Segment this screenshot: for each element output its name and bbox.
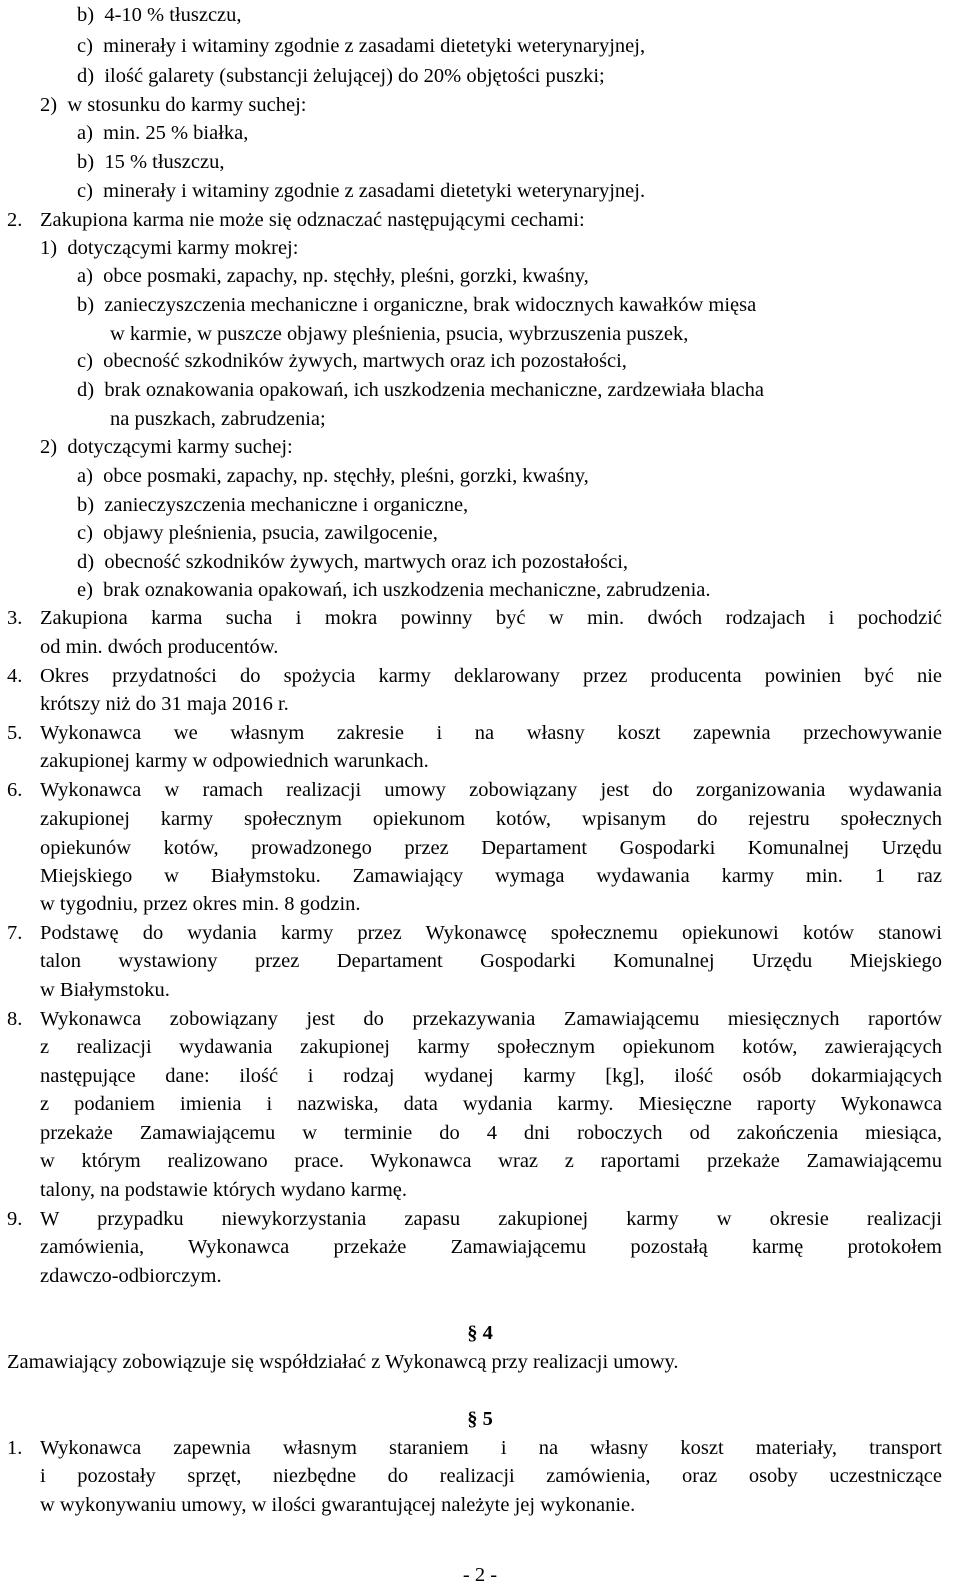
item-text: krótszy niż do 31 maja 2016 r.	[40, 693, 289, 715]
subsection-title: 1) dotyczącymi karmy mokrej:	[40, 237, 299, 259]
list-item: b) 15 % tłuszczu,	[77, 151, 225, 173]
item-text: Zakupiona karma nie może się odznaczać następującymi cechami:	[40, 209, 585, 231]
section-heading: § 4	[467, 1322, 493, 1344]
item-text: talony, na podstawie których wydano karmę.	[40, 1179, 407, 1201]
list-item: c) obecność szkodników żywych, martwych oraz ich pozostałości,	[77, 350, 627, 372]
item-text: Okres przydatności do spożycia karmy deklarowany przez producenta powinien być nie	[40, 665, 942, 687]
item-text: w Białymstoku.	[40, 979, 170, 1001]
item-text: i pozostały sprzęt, niezbędne do realizacji zamówienia, oraz osoby uczestniczące	[40, 1465, 942, 1487]
item-text: Zakupiona karma sucha i mokra powinny być w min. dwóch rodzajach i pochodzić	[40, 607, 942, 629]
list-item: d) ilość galarety (substancji żelującej) do 20% objętości puszki;	[77, 65, 605, 87]
item-number: 2.	[7, 209, 23, 231]
list-item: e) brak oznakowania opakowań, ich uszkodzenia mechaniczne, zabrudzenia.	[77, 579, 711, 601]
item-number: 7.	[7, 922, 23, 944]
item-text: Miejskiego w Białymstoku. Zamawiający wymaga wydawania karmy min. 1 raz	[40, 865, 942, 887]
subsection-title: 2) dotyczącymi karmy suchej:	[40, 436, 293, 458]
item-number: 5.	[7, 722, 23, 744]
item-number: 3.	[7, 607, 23, 629]
list-item: a) obce posmaki, zapachy, np. stęchły, pleśni, gorzki, kwaśny,	[77, 265, 589, 287]
item-text: zamówienia, Wykonawca przekaże Zamawiającemu pozostałą karmę protokołem	[40, 1236, 942, 1258]
item-text: w tygodniu, przez okres min. 8 godzin.	[40, 893, 361, 915]
item-text: Wykonawca we własnym zakresie i na własny koszt zapewnia przechowywanie	[40, 722, 942, 744]
section-text: Zamawiający zobowiązuje się współdziałać z Wykonawcą przy realizacji umowy.	[7, 1351, 679, 1373]
item-text: przekaże Zamawiającemu w terminie do 4 dni roboczych od zakończenia miesiąca,	[40, 1122, 942, 1144]
item-text: Wykonawca zobowiązany jest do przekazywania Zamawiającemu miesięcznych raportów	[40, 1008, 942, 1030]
page-number: - 2 -	[462, 1564, 498, 1586]
item-text: następujące dane: ilość i rodzaj wydanej karmy [kg], ilość osób dokarmiających	[40, 1065, 942, 1087]
list-item: w karmie, w puszcze objawy pleśnienia, psucia, wybrzuszenia puszek,	[110, 323, 689, 345]
list-item: na puszkach, zabrudzenia;	[110, 408, 326, 430]
item-number: 8.	[7, 1008, 23, 1030]
list-item: d) brak oznakowania opakowań, ich uszkodzenia mechaniczne, zardzewiała blacha	[77, 379, 764, 401]
item-text: zakupionej karmy w odpowiednich warunkach.	[40, 750, 429, 772]
list-item: c) objawy pleśnienia, psucia, zawilgocenie,	[77, 522, 438, 544]
item-text: zakupionej karmy społecznym opiekunom kotów, wpisanym do rejestru społecznych	[40, 808, 942, 830]
list-item: 2) w stosunku do karmy suchej:	[40, 94, 307, 116]
item-text: opiekunów kotów, prowadzonego przez Departament Gospodarki Komunalnej Urzędu	[40, 837, 942, 859]
item-number: 1.	[7, 1437, 23, 1459]
item-number: 4.	[7, 665, 23, 687]
item-text: Podstawę do wydania karmy przez Wykonawcę społecznemu opiekunowi kotów stanowi	[40, 922, 942, 944]
list-item: d) obecność szkodników żywych, martwych oraz ich pozostałości,	[77, 551, 629, 573]
item-number: 9.	[7, 1208, 23, 1230]
item-text: W przypadku niewykorzystania zapasu zakupionej karmy w okresie realizacji	[40, 1208, 942, 1230]
item-number: 6.	[7, 779, 23, 801]
list-item: a) min. 25 % białka,	[77, 122, 249, 144]
item-text: Wykonawca zapewnia własnym staraniem i na własny koszt materiały, transport	[40, 1437, 942, 1459]
list-item: b) zanieczyszczenia mechaniczne i organiczne,	[77, 494, 469, 516]
item-text: talon wystawiony przez Departament Gospodarki Komunalnej Urzędu Miejskiego	[40, 950, 942, 972]
item-text: z realizacji wydawania zakupionej karmy społecznym opiekunom kotów, zawierających	[40, 1036, 942, 1058]
item-text: w którym realizowano prace. Wykonawca wraz z raportami przekaże Zamawiającemu	[40, 1150, 942, 1172]
list-item: b) 4-10 % tłuszczu,	[77, 4, 242, 26]
item-text: zdawczo-odbiorczym.	[40, 1265, 222, 1287]
item-text: w wykonywaniu umowy, w ilości gwarantującej należyte jej wykonanie.	[40, 1494, 636, 1516]
list-item: a) obce posmaki, zapachy, np. stęchły, pleśni, gorzki, kwaśny,	[77, 465, 589, 487]
section-heading: § 5	[467, 1408, 493, 1430]
list-item: b) zanieczyszczenia mechaniczne i organiczne, brak widocznych kawałków mięsa	[77, 294, 757, 316]
item-text: z podaniem imienia i nazwiska, data wydania karmy. Miesięczne raporty Wykonawca	[40, 1093, 942, 1115]
list-item: c) minerały i witaminy zgodnie z zasadami dietetyki weterynaryjnej.	[77, 180, 646, 202]
item-text: Wykonawca w ramach realizacji umowy zobowiązany jest do zorganizowania wydawania	[40, 779, 942, 801]
list-item: c) minerały i witaminy zgodnie z zasadami dietetyki weterynaryjnej,	[77, 35, 646, 57]
item-text: od min. dwóch producentów.	[40, 636, 279, 658]
